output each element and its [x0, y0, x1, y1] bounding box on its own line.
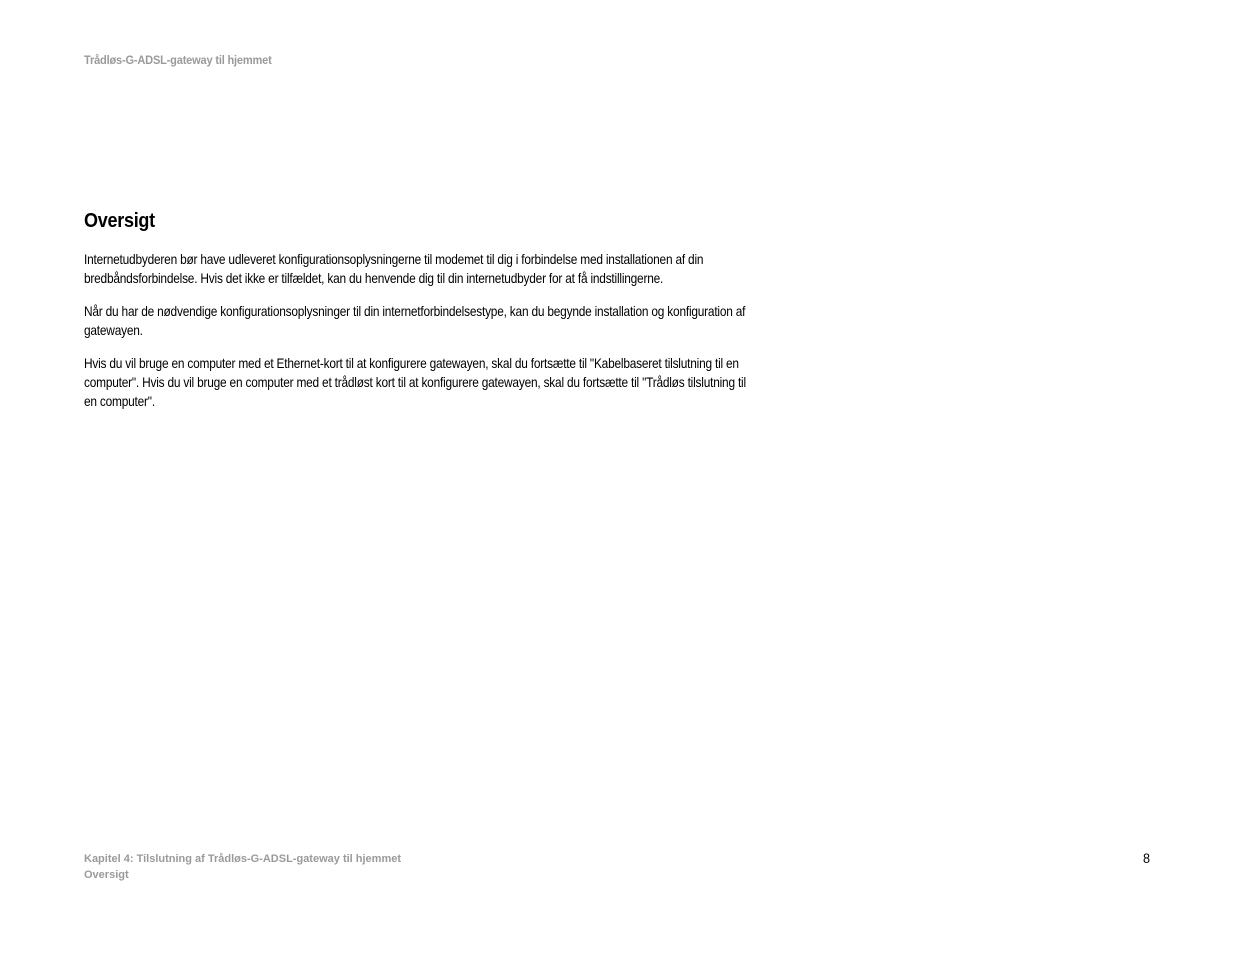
paragraph-1: Internetudbyderen bør have udleveret konfigurationsoplysningerne til modemet til dig i forbindelse med installationen af din bredbåndsforbindelse. Hvis det ikke er tilfældet, kan du henvende dig til din internetudbyder for at få indstillingerne. — [84, 251, 704, 286]
paragraph-3: Hvis du vil bruge en computer med et Ethernet-kort til at konfigurere gatewayen, skal du fortsætte til "Kabelbaseret tilslutning til en computer". Hvis du vil bruge en computer med et trådløst kort til at konfigurere gatewayen, skal du fortsætte til "Trådløs tilslutning til en computer". — [84, 355, 746, 409]
footer-chapter: Kapitel 4: Tilslutning af Trådløs-G-ADSL-gateway til hjemmet — [84, 853, 402, 865]
page-number: 8 — [1143, 850, 1151, 866]
paragraph-2: Når du har de nødvendige konfigurationsoplysninger til din internetforbindelsestype, kan du begynde installation og konfiguration af gatewayen. — [84, 303, 746, 338]
main-content — [84, 208, 819, 425]
running-header: Trådløs-G-ADSL-gateway til hjemmet — [84, 53, 272, 67]
footer-section: Oversigt — [84, 869, 129, 881]
page-footer — [84, 851, 401, 883]
section-title: Oversigt — [84, 210, 155, 232]
